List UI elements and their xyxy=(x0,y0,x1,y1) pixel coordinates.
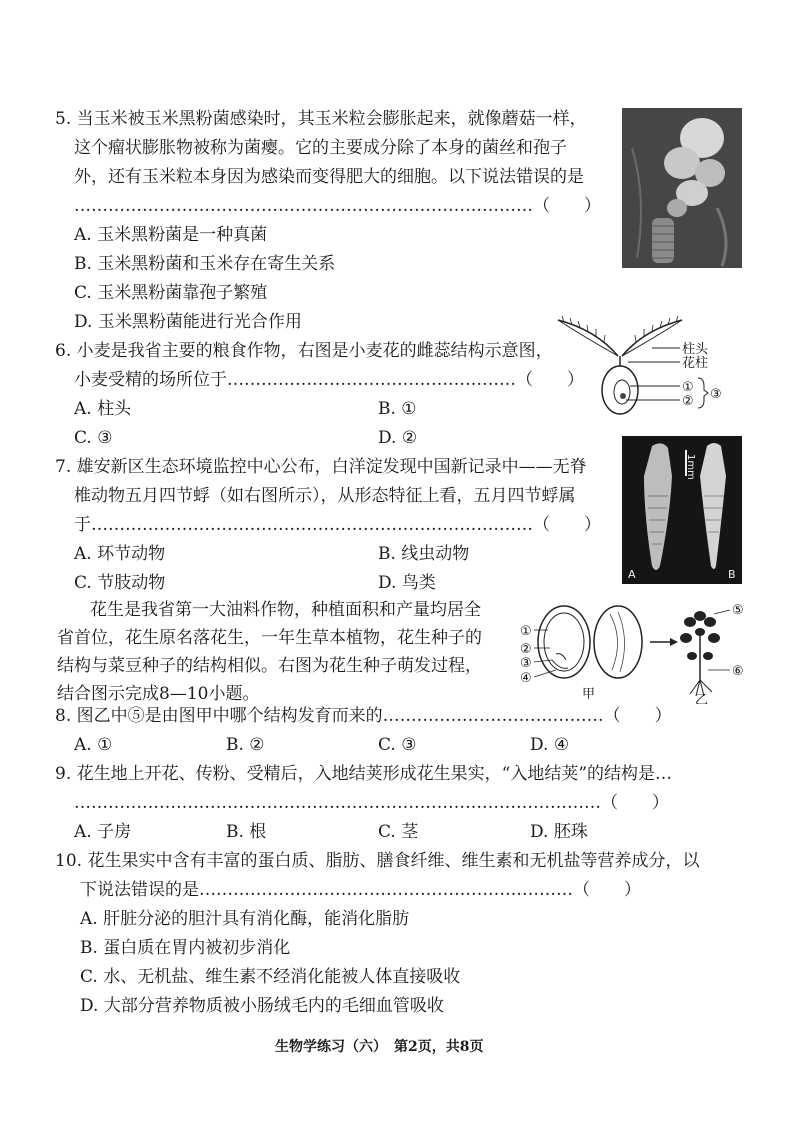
q8-option-b: B. ② xyxy=(226,735,265,755)
q6-option-a: A. 柱头 xyxy=(74,399,132,419)
q9-stem-line1: 9. 花生地上开花、传粉、受精后，入地结荚形成花生果实，“入地结荚”的结构是… xyxy=(55,764,673,784)
peanut-seed-diagram xyxy=(520,600,748,704)
q10-stem-line1: 10. 花生果实中含有丰富的蛋白质、脂肪、膳食纤维、维生素和无机盐等营养成分，以 xyxy=(55,851,700,871)
intro-line4: 结合图示完成8—10小题。 xyxy=(57,684,260,704)
q6-option-d: D. ② xyxy=(378,428,418,448)
q7-stem-line2: 椎动物五月四节蜉（如右图所示），从形态特征上看，五月四节蜉属 xyxy=(74,486,576,506)
figure-label-yi: 乙 xyxy=(695,693,709,704)
photo-label-b: B xyxy=(728,568,736,581)
wheat-pistil-diagram xyxy=(556,316,746,420)
figure-label-jia: 甲 xyxy=(582,687,596,702)
q9-option-a: A. 子房 xyxy=(74,822,132,842)
q8-stem: 8. 图乙中⑤是由图甲中哪个结构发育而来的…………………………………（ ） xyxy=(55,706,672,726)
stigma-label: 柱头 xyxy=(682,342,709,357)
q7-option-b: B. 线虫动物 xyxy=(378,544,470,564)
corn-smut-photo xyxy=(622,108,742,268)
q6-stem-line1: 6. 小麦是我省主要的粮食作物，右图是小麦花的雌蕊结构示意图， xyxy=(55,341,553,361)
seed-label-3: ③ xyxy=(520,656,532,671)
scale-bar-label: 1mm xyxy=(685,454,696,480)
q5-option-c: C. 玉米黑粉菌靠孢子繁殖 xyxy=(74,283,268,303)
q6-stem-line2: 小麦受精的场所位于……………………………………………（ ） xyxy=(74,370,584,390)
q5-stem-line1: 5. 当玉米被玉米黑粉菌感染时，其玉米粒会膨胀起来，就像蘑菇一样， xyxy=(55,109,587,129)
seedling-label-6: ⑥ xyxy=(732,664,744,679)
label-1: ① xyxy=(682,380,694,395)
q8-option-a: A. ① xyxy=(74,735,113,755)
seed-label-2: ② xyxy=(520,642,532,657)
q6-option-c: C. ③ xyxy=(74,428,113,448)
q7-stem-line3: 于……………………………………………………………………（ ） xyxy=(74,515,601,535)
q10-option-b: B. 蛋白质在胃内被初步消化 xyxy=(80,938,291,958)
q7-option-d: D. 鸟类 xyxy=(378,573,436,593)
seed-label-1: ① xyxy=(520,624,532,639)
q5-stem-line2: 这个瘤状膨胀物被称为菌瘿。它的主要成分除了本身的菌丝和孢子 xyxy=(74,138,567,158)
q8-option-d: D. ④ xyxy=(530,735,570,755)
q9-option-c: C. 茎 xyxy=(378,822,419,842)
q7-option-c: C. 节肢动物 xyxy=(74,573,166,593)
page-footer: 生物学练习（六） 第2页，共8页 xyxy=(275,1039,484,1055)
label-3: ③ xyxy=(710,387,722,402)
seed-label-4: ④ xyxy=(520,671,532,686)
q5-option-b: B. 玉米黑粉菌和玉米存在寄生关系 xyxy=(74,254,336,274)
style-label: 花柱 xyxy=(682,356,709,371)
q8-option-c: C. ③ xyxy=(378,735,417,755)
q10-option-c: C. 水、无机盐、维生素不经消化能被人体直接吸收 xyxy=(80,967,461,987)
q10-stem-line2: 下说法错误的是…………………………………………………………（ ） xyxy=(80,880,641,900)
q10-option-a: A. 肝脏分泌的胆汁具有消化酶，能消化脂肪 xyxy=(80,909,410,929)
photo-label-a: A xyxy=(628,568,636,581)
intro-line2: 省首位，花生原名落花生，一年生草本植物，花生种子的 xyxy=(57,628,482,648)
mayfly-photo xyxy=(622,436,742,584)
q9-option-d: D. 胚珠 xyxy=(530,822,588,842)
q5-stem-line3: 外，还有玉米粒本身因为感染而变得肥大的细胞。以下说法错误的是 xyxy=(74,167,584,187)
q7-stem-line1: 7. 雄安新区生态环境监控中心公布，白洋淀发现中国新记录中——无脊 xyxy=(55,457,587,477)
label-2: ② xyxy=(682,394,694,409)
q6-option-b: B. ① xyxy=(378,399,417,419)
q9-option-b: B. 根 xyxy=(226,822,267,842)
q9-stem-line2: …………………………………………………………………………………（ ） xyxy=(74,793,669,813)
intro-line3: 结构与菜豆种子的结构相似。右图为花生种子萌发过程， xyxy=(57,656,482,676)
q7-option-a: A. 环节动物 xyxy=(74,544,166,564)
q5-answer-blank: ………………………………………………………………………（ ） xyxy=(74,196,601,216)
q5-option-a: A. 玉米黑粉菌是一种真菌 xyxy=(74,225,268,245)
intro-line1: 花生是我省第一大油料作物，种植面积和产量均居全 xyxy=(90,600,481,620)
seedling-label-5: ⑤ xyxy=(732,603,744,618)
q10-option-d: D. 大部分营养物质被小肠绒毛内的毛细血管吸收 xyxy=(80,996,444,1016)
q5-option-d: D. 玉米黑粉菌能进行光合作用 xyxy=(74,312,302,332)
